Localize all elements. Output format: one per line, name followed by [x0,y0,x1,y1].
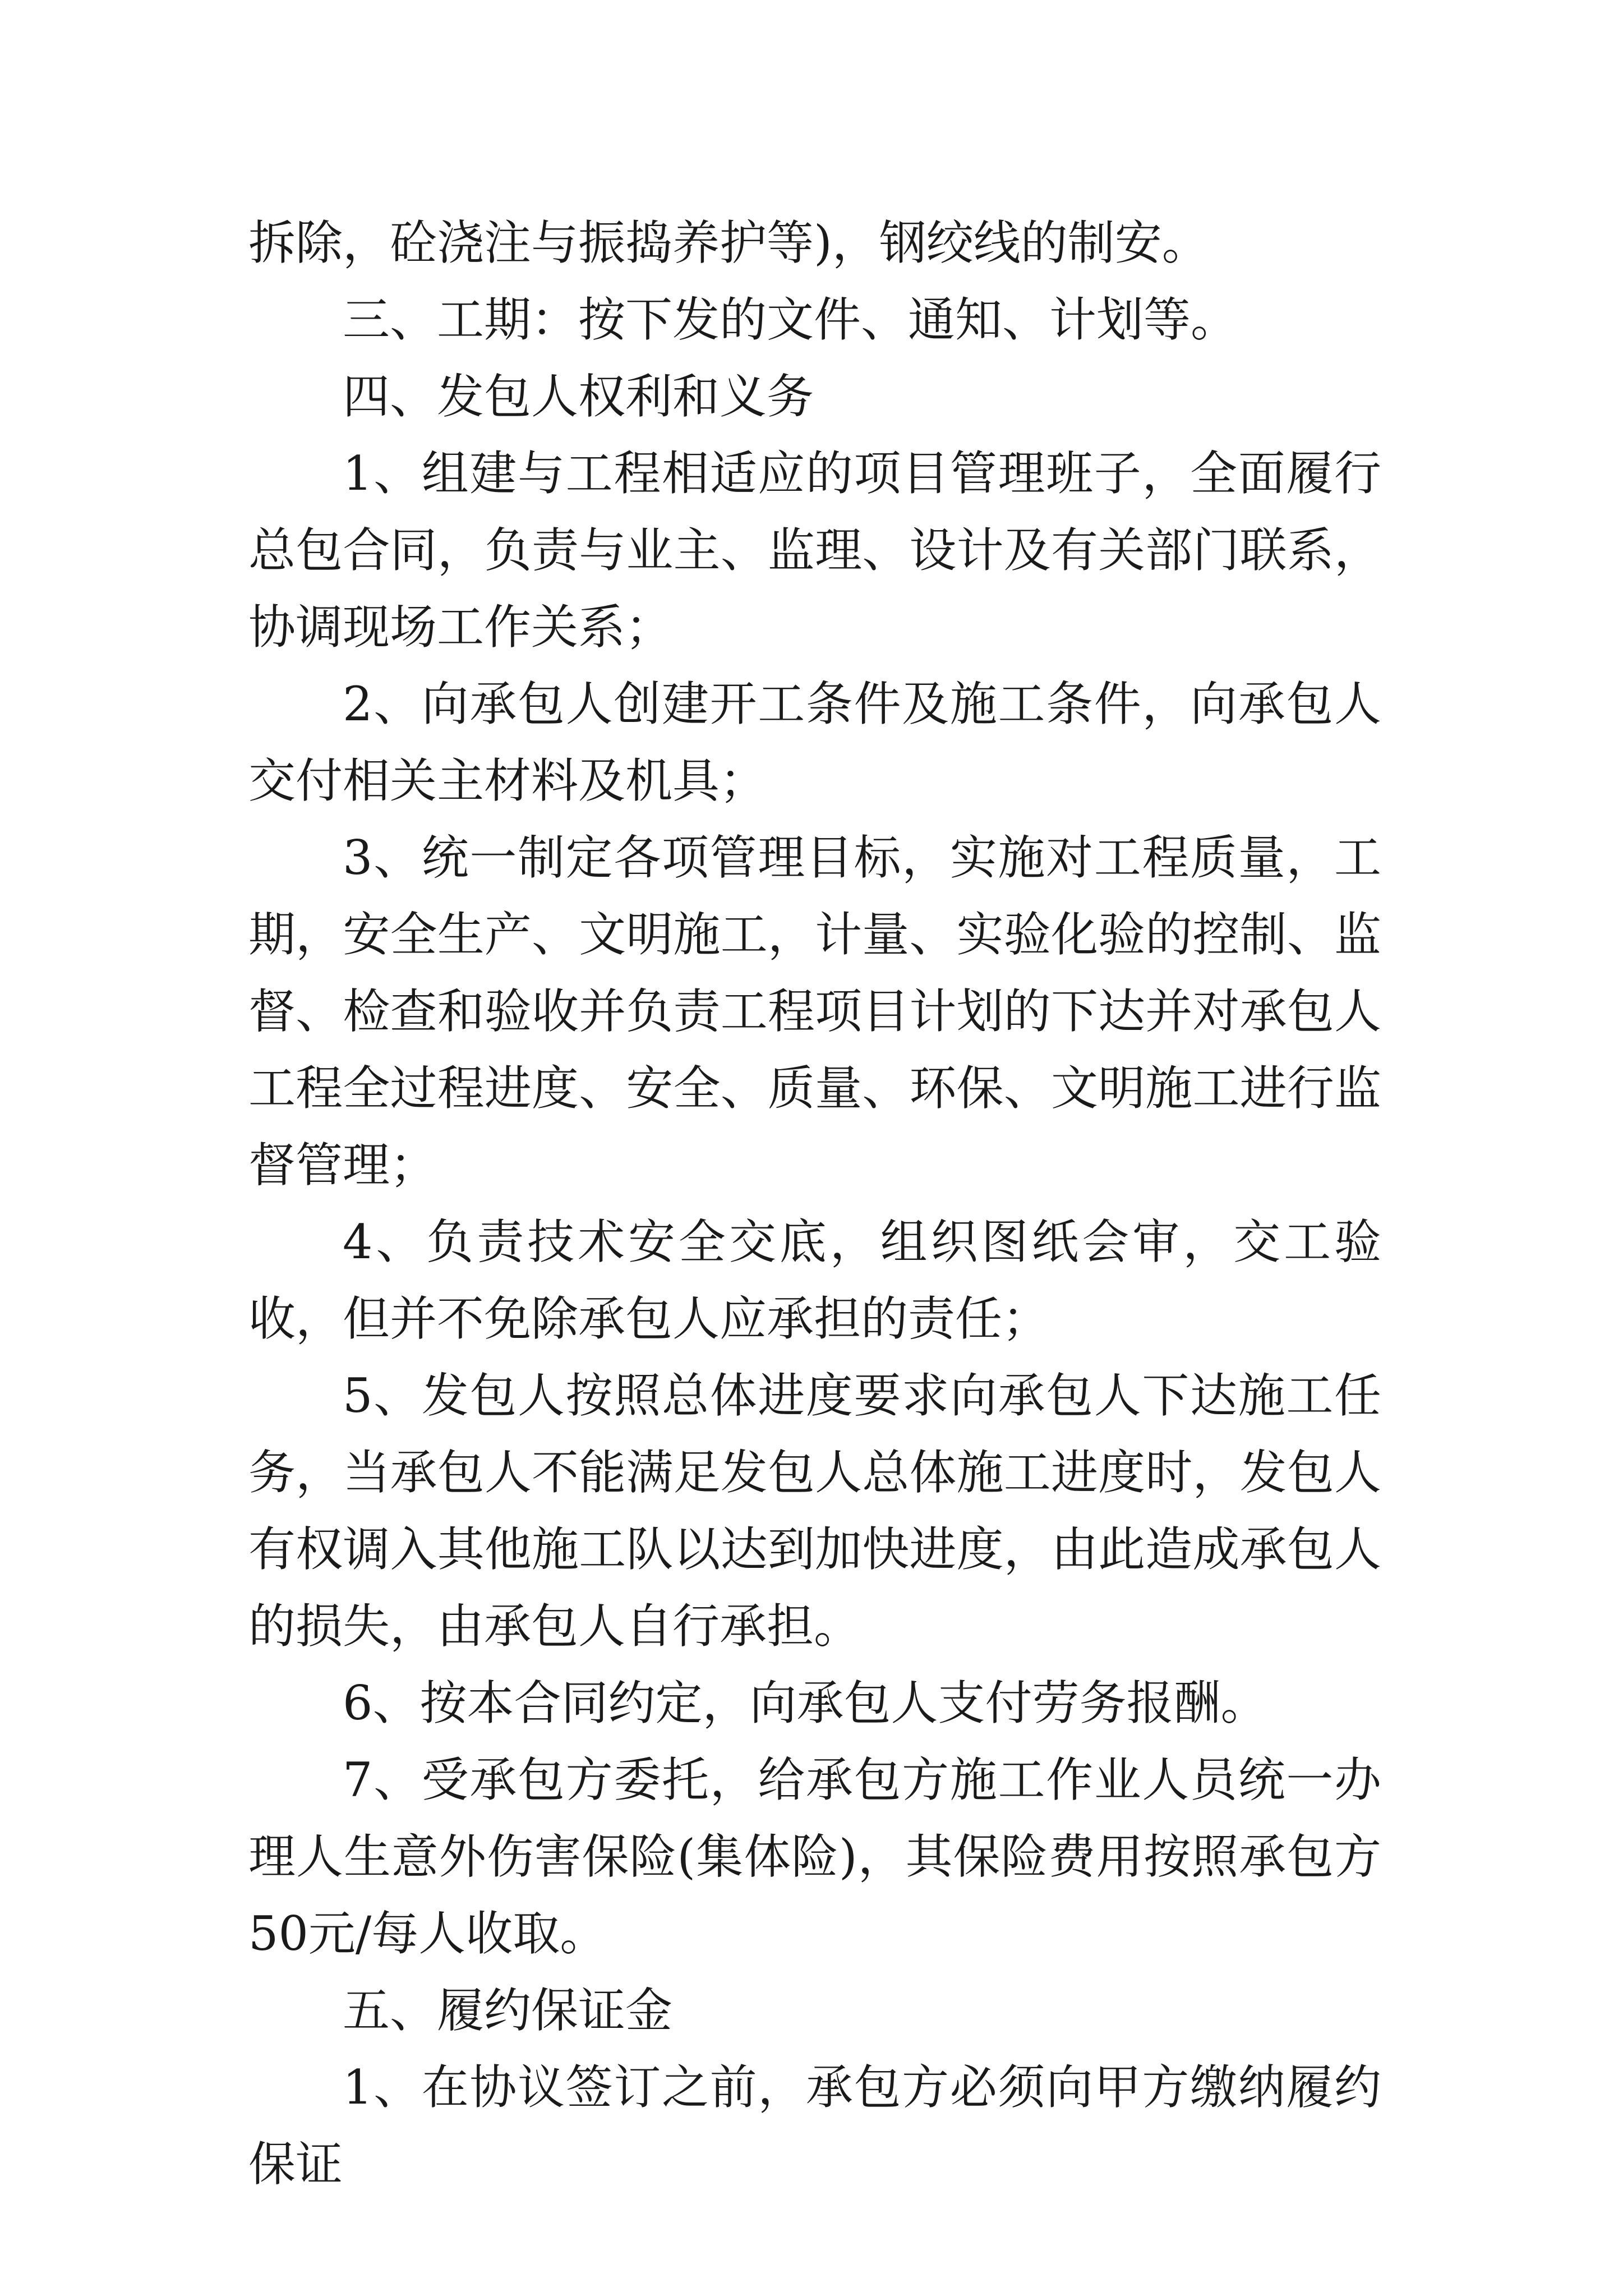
clause-7: 7、受承包方委托，给承包方施工作业人员统一办理人生意外伤害保险(集体险)，其保险费用按照承包方50元/每人收取。 [248,1752,1381,1961]
clause-6: 6、按本合同约定，向承包人支付劳务报酬。 [343,1676,1268,1731]
section-heading-employer-rights: 四、发包人权利和义务 [343,369,814,424]
clause-1: 1、组建与工程相适应的项目管理班子，全面履行总包合同，负责与业主、监理、设计及有关部门联系，协调现场工作关系； [248,446,1381,655]
clause-5: 5、发包人按照总体进度要求向承包人下达施工任务，当承包人不能满足发包人总体施工进度时，发包人有权调入其他施工队以达到加快进度，由此造成承包人的损失，由承包人自行承担。 [248,1368,1381,1654]
paragraph-continuation: 拆除，砼浇注与振捣养护等)，钢绞线的制安。 [248,215,1209,270]
section-heading-performance-bond: 五、履约保证金 [343,1983,673,2038]
clause-2: 2、向承包人创建开工条件及施工条件，向承包人交付相关主材料及机具； [248,677,1381,808]
clause-4: 4、负责技术安全交底，组织图纸会审，交工验收，但并不免除承包人应承担的责任； [248,1214,1381,1346]
section-heading-schedule: 三、工期：按下发的文件、通知、计划等。 [343,292,1238,347]
bond-clause-1: 1、在协议签订之前，承包方必须向甲方缴纳履约保证 [248,2060,1381,2192]
document-body [248,205,1381,2203]
clause-3: 3、统一制定各项管理目标，实施对工程质量，工期，安全生产、文明施工，计量、实验化验的控制、监督、检查和验收并负责工程项目计划的下达并对承包人工程全过程进度、安全、质量、环保、文明施工进行监督管理； [248,830,1381,1193]
